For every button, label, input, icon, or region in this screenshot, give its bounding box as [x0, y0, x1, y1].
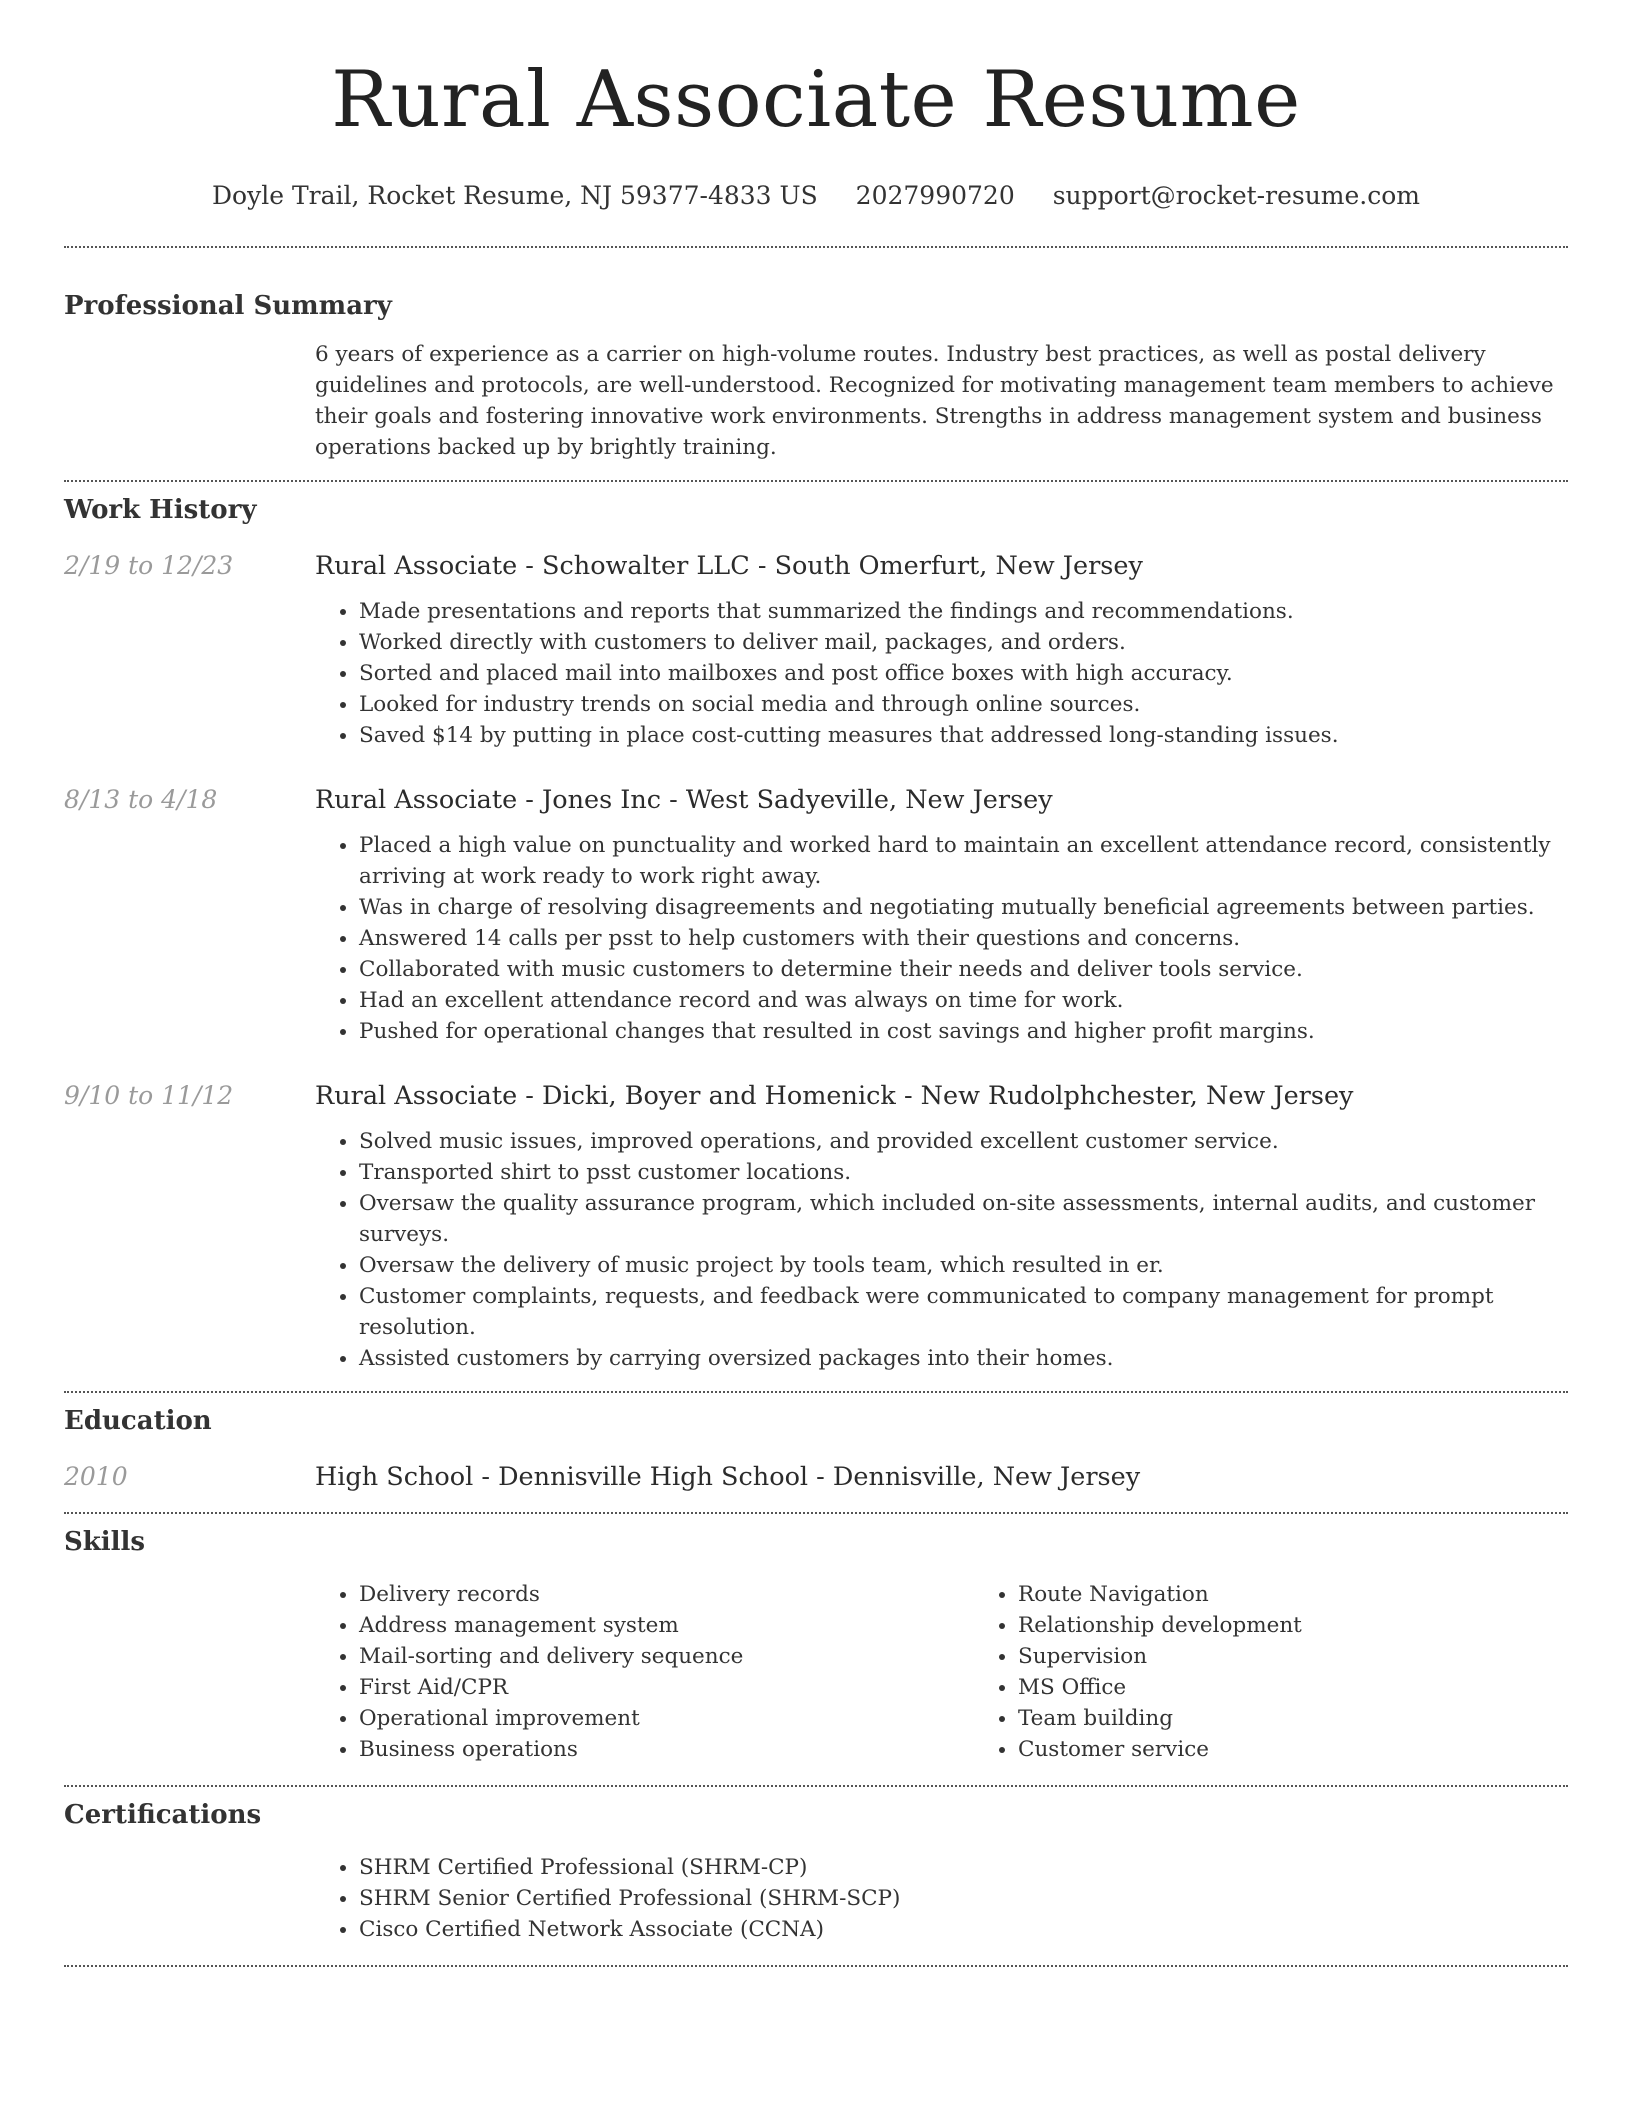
job-bullets [315, 596, 1568, 751]
list-item: • Transported shirt to psst customer locations. [359, 1157, 1568, 1188]
list-item: • Saved $14 by putting in place cost-cutting measures that addressed long-standing issues. [359, 720, 1568, 751]
resume-title: Rural Associate Resume [331, 55, 1301, 145]
list-item: • Customer service [1018, 1734, 1632, 1765]
section-title-work-history: Work History [64, 495, 257, 525]
job-dates: 8/13 to 4/18 [64, 785, 218, 814]
job-title: Rural Associate - Schowalter LLC - South Omerfurt, New Jersey [315, 551, 1143, 581]
skills-list [315, 1579, 1632, 1765]
list-item: • Oversaw the quality assurance program, which included on-site assessments, internal audits, and customer surveys. [359, 1188, 1568, 1250]
list-item: • Mail-sorting and delivery sequence [359, 1641, 974, 1672]
list-item: • Made presentations and reports that summarized the findings and recommendations. [359, 596, 1568, 627]
list-item: • Collaborated with music customers to determine their needs and deliver tools service. [359, 954, 1568, 985]
list-item: • Delivery records [359, 1579, 974, 1610]
list-item: • Business operations [359, 1734, 974, 1765]
divider [64, 1391, 1568, 1393]
list-item: • Had an excellent attendance record and was always on time for work. [359, 985, 1568, 1016]
list-item: • Relationship development [1018, 1610, 1632, 1641]
job-dates: 9/10 to 11/12 [64, 1081, 234, 1110]
job-bullets [315, 830, 1568, 1047]
skills-column-1 [315, 1579, 974, 1765]
list-item: • Looked for industry trends on social media and through online sources. [359, 689, 1568, 720]
list-item: • Oversaw the delivery of music project by tools team, which resulted in er. [359, 1250, 1568, 1281]
divider [64, 1965, 1568, 1967]
list-item: • Route Navigation [1018, 1579, 1632, 1610]
divider [64, 246, 1568, 248]
contact-line [64, 180, 1568, 212]
section-title-certifications: Certifications [64, 1800, 262, 1830]
list-item: • First Aid/CPR [359, 1672, 974, 1703]
job-title: Rural Associate - Jones Inc - West Sadyeville, New Jersey [315, 785, 1053, 815]
list-item: • Worked directly with customers to deliver mail, packages, and orders. [359, 627, 1568, 658]
education-entry [64, 1460, 1568, 1494]
list-item: • Customer complaints, requests, and feedback were communicated to company management for prompt resolution. [359, 1281, 1568, 1343]
education-year: 2010 [64, 1462, 128, 1491]
list-item: • Cisco Certified Network Associate (CCNA) [359, 1914, 1568, 1945]
job-entry [64, 783, 1568, 1047]
divider [64, 480, 1568, 482]
list-item: • Team building [1018, 1703, 1632, 1734]
job-entry [64, 549, 1568, 751]
list-item: • Operational improvement [359, 1703, 974, 1734]
certifications-list [315, 1852, 1568, 1945]
education-text: High School - Dennisville High School - Dennisville, New Jersey [315, 1462, 1141, 1492]
list-item: • Supervision [1018, 1641, 1632, 1672]
list-item: • MS Office [1018, 1672, 1632, 1703]
section-title-summary: Professional Summary [64, 291, 392, 321]
contact-phone: 2027990720 [855, 181, 1015, 210]
list-item: • SHRM Certified Professional (SHRM-CP) [359, 1852, 1568, 1883]
divider [64, 1512, 1568, 1514]
job-title: Rural Associate - Dicki, Boyer and Homenick - New Rudolphchester, New Jersey [315, 1081, 1354, 1111]
job-dates: 2/19 to 12/23 [64, 551, 234, 580]
list-item: • Sorted and placed mail into mailboxes and post office boxes with high accuracy. [359, 658, 1568, 689]
list-item: • SHRM Senior Certified Professional (SHRM-SCP) [359, 1883, 1568, 1914]
list-item: • Address management system [359, 1610, 974, 1641]
skills-column-2 [974, 1579, 1632, 1765]
list-item: • Placed a high value on punctuality and worked hard to maintain an excellent attendance record, consistently arriving at work ready to work right away. [359, 830, 1568, 892]
section-title-skills: Skills [64, 1527, 146, 1557]
contact-address: Doyle Trail, Rocket Resume, NJ 59377-4833 US [212, 181, 818, 210]
list-item: • Answered 14 calls per psst to help customers with their questions and concerns. [359, 923, 1568, 954]
contact-email: support@rocket-resume.com [1052, 181, 1420, 210]
list-item: • Assisted customers by carrying oversized packages into their homes. [359, 1343, 1568, 1374]
resume-page [64, 0, 1568, 1967]
list-item: • Was in charge of resolving disagreements and negotiating mutually beneficial agreements between parties. [359, 892, 1568, 923]
job-bullets [315, 1126, 1568, 1374]
divider [64, 1785, 1568, 1787]
job-entry [64, 1079, 1568, 1374]
list-item: • Solved music issues, improved operations, and provided excellent customer service. [359, 1126, 1568, 1157]
section-title-education: Education [64, 1406, 212, 1436]
summary-text: 6 years of experience as a carrier on high-volume routes. Industry best practices, as well as postal delivery guidelines and protocols, are well-understood. Recognized for motivating management team members to achieve their goals and fostering innovative work environments. Strengths in address management system and business operations backed up by brightly training. [315, 342, 1554, 460]
list-item: • Pushed for operational changes that resulted in cost savings and higher profit margins. [359, 1016, 1568, 1047]
